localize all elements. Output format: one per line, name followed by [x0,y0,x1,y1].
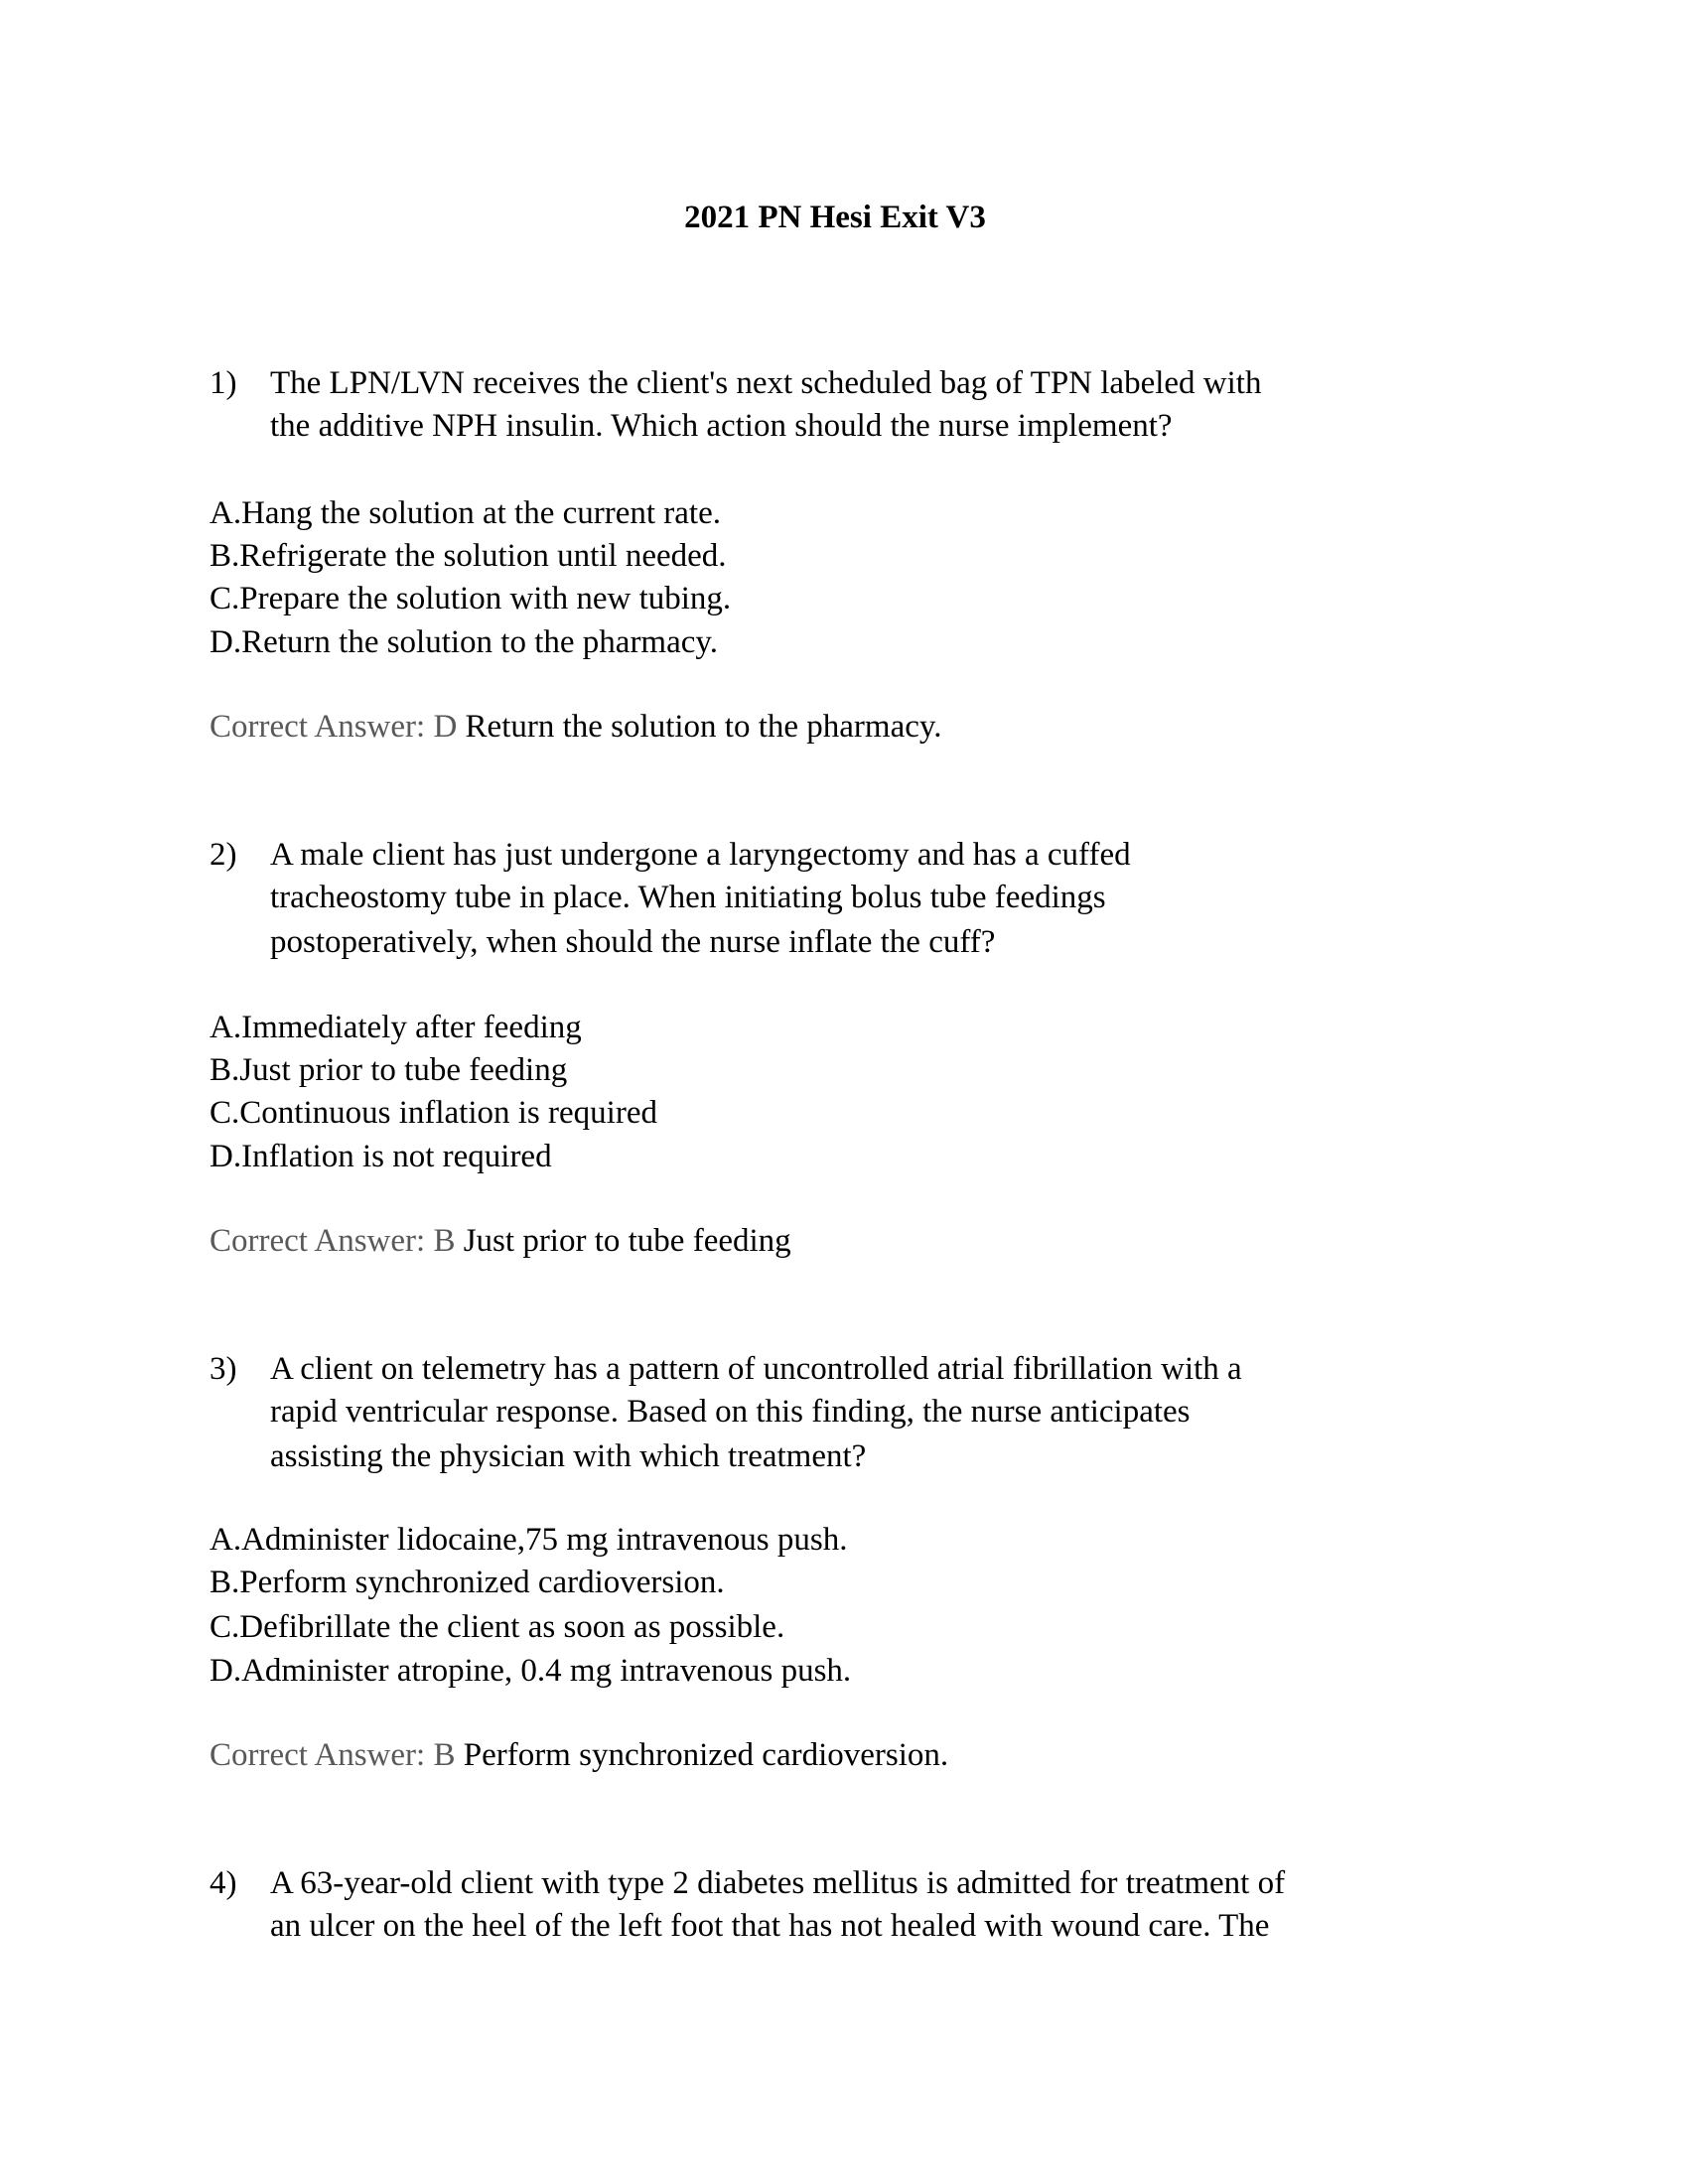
question-text: postoperatively, when should the nurse inflate the cuff? [270,924,996,960]
answer-letter: D [433,709,458,745]
option-a: A.Immediately after feeding [210,1010,582,1045]
correct-answer-label: Correct Answer: [210,709,426,745]
option-b: B.Refrigerate the solution until needed. [210,538,727,574]
correct-answer-label: Correct Answer: [210,1223,426,1259]
option-d: D.Inflation is not required [210,1139,552,1174]
answer-letter: B [433,1223,456,1259]
correct-answer [210,705,941,749]
option-a: A.Administer lidocaine,75 mg intravenous push. [210,1522,848,1558]
option-a: A.Hang the solution at the current rate. [210,495,721,531]
question-text: assisting the physician with which treatment? [270,1438,867,1474]
question-text: the additive NPH insulin. Which action should the nurse implement? [270,408,1173,444]
question-text: rapid ventricular response. Based on this finding, the nurse anticipates [270,1394,1191,1430]
question-text: tracheostomy tube in place. When initiating bolus tube feedings [270,880,1106,915]
question-number: 2) [210,837,237,873]
option-c: C.Prepare the solution with new tubing. [210,581,732,616]
option-d: D.Administer atropine, 0.4 mg intravenous push. [210,1653,852,1689]
question-number: 3) [210,1351,237,1387]
question-text: an ulcer on the heel of the left foot that has not healed with wound care. The [270,1908,1270,1944]
document-title: 2021 PN Hesi Exit V3 [684,200,986,235]
option-c: C.Continuous inflation is required [210,1095,657,1131]
question-text: A 63-year-old client with type 2 diabetes mellitus is admitted for treatment of [270,1865,1286,1901]
correct-answer-label: Correct Answer: [210,1737,426,1773]
option-b: B.Just prior to tube feeding [210,1052,568,1088]
question-text: A male client has just undergone a laryngectomy and has a cuffed [270,837,1131,873]
question-number: 4) [210,1865,237,1901]
option-d: D.Return the solution to the pharmacy. [210,624,718,660]
correct-answer [210,1219,791,1263]
answer-text: Just prior to tube feeding [463,1223,791,1259]
question-number: 1) [210,365,237,401]
answer-text: Return the solution to the pharmacy. [465,709,942,745]
option-c: C.Defibrillate the client as soon as possible. [210,1609,785,1645]
answer-letter: B [433,1737,456,1773]
question-text: A client on telemetry has a pattern of uncontrolled atrial fibrillation with a [270,1351,1242,1387]
answer-text: Perform synchronized cardioversion. [463,1737,949,1773]
option-b: B.Perform synchronized cardioversion. [210,1565,725,1600]
correct-answer [210,1733,948,1777]
question-text: The LPN/LVN receives the client's next scheduled bag of TPN labeled with [270,365,1262,401]
